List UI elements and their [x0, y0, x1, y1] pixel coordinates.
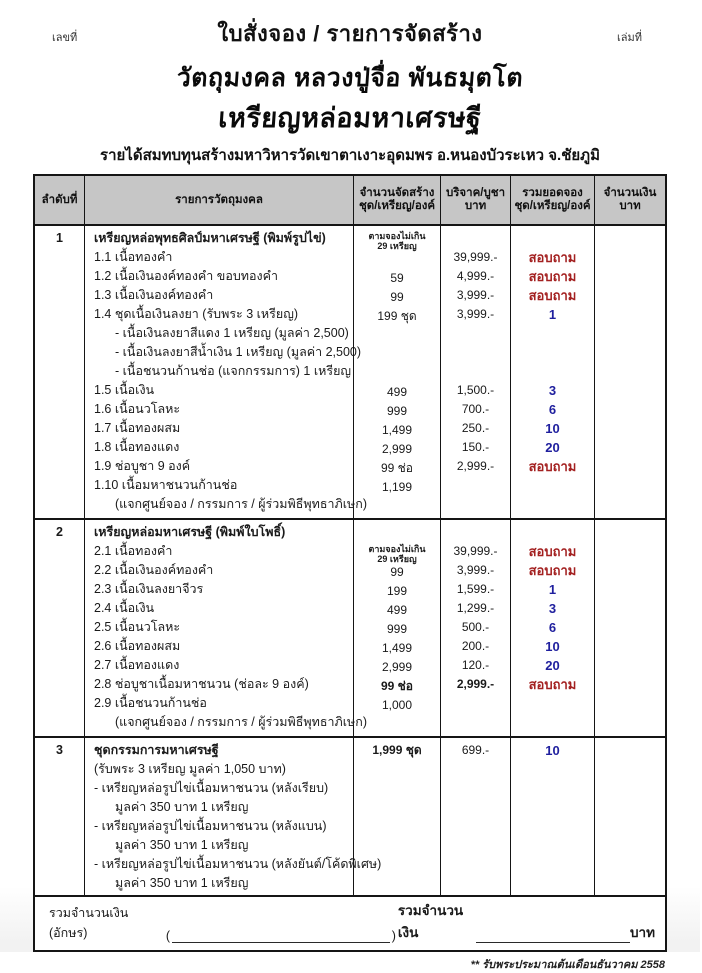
item-label: 1.7 เนื้อทองผสม — [94, 421, 181, 435]
quantity-value: 1,499 — [381, 641, 413, 655]
item-label: 2.5 เนื้อนวโลหะ — [94, 620, 181, 634]
item-label: 1.6 เนื้อนวโลหะ — [94, 402, 181, 416]
subtitle-coin-name: เหรียญหล่อมหาเศรษฐี — [217, 103, 483, 133]
item-label: 1.2 เนื้อเงินองค์ทองคำ ขอบทองคำ — [94, 269, 278, 283]
open-paren: ( — [165, 929, 171, 943]
price-value: 2,999.- — [456, 459, 495, 473]
amount-value — [595, 561, 665, 580]
item-label: 1.10 เนื้อมหาชนวนก้านช่อ — [94, 478, 238, 492]
reserved-value: สอบถาม — [528, 563, 577, 578]
quantity-value: 2,999 — [381, 442, 413, 456]
col-quantity — [354, 520, 441, 736]
amount-value — [595, 694, 665, 713]
reserved-value: 1 — [548, 582, 557, 597]
total-amount-blank — [476, 929, 630, 943]
col-index — [35, 226, 85, 518]
section-number — [35, 248, 84, 267]
section-number — [35, 343, 84, 362]
amount-value — [595, 286, 665, 305]
amount-value — [595, 248, 665, 267]
item-label: (แจกศูนย์จอง / กรรมการ / ผู้ร่วมพิธีพุทธาภิเษก) — [115, 715, 368, 729]
reserved-value: สอบถาม — [528, 459, 577, 474]
quantity-value: 1,199 — [381, 480, 413, 494]
quantity-value — [354, 760, 440, 779]
item-label: - เหรียญหล่อรูปไข่เนื้อมหาชนวน (หลังยันต์/โค้ดพิเศษ) — [94, 857, 382, 871]
reserved-value — [511, 495, 594, 514]
price-value — [441, 495, 510, 514]
amount-value — [595, 305, 665, 324]
baht-label: บาท — [629, 925, 655, 940]
section-number — [35, 836, 84, 855]
header-col-reserved: รวมยอดจอง ชุด/เหรียญ/องค์ — [511, 176, 595, 224]
price-value: 500.- — [461, 620, 490, 634]
item-label: 2.7 เนื้อทองแดง — [94, 658, 180, 672]
reserved-value: 3 — [548, 383, 557, 398]
item-label: - เหรียญหล่อรูปไข่เนื้อมหาชนวน (หลังเรียบ) — [94, 781, 329, 795]
item-label: 1.1 เนื้อทองคำ — [94, 250, 173, 264]
section-number — [35, 855, 84, 874]
quantity-value — [354, 836, 440, 855]
price-value — [441, 836, 510, 855]
delivery-note: ** รับพระประมาณต้นเดือนธันวาคม 2558 — [470, 959, 665, 971]
reserved-value — [511, 798, 594, 817]
amount-value — [595, 779, 665, 798]
section-number — [35, 599, 84, 618]
reserved-value — [511, 855, 594, 874]
quantity-note — [354, 544, 440, 563]
item-label: มูลค่า 350 บาท 1 เหรียญ — [115, 876, 249, 890]
item-label: 1.3 เนื้อเงินองค์ทองคำ — [94, 288, 214, 302]
price-value — [441, 343, 510, 362]
reserved-value: 1 — [548, 307, 557, 322]
price-value — [441, 694, 510, 713]
price-value: 3,999.- — [456, 307, 495, 321]
quantity-note-line: ตามจองไม่เกิน — [368, 544, 426, 554]
table-section-2 — [35, 520, 665, 738]
reserved-value: สอบถาม — [528, 544, 577, 559]
quantity-value — [354, 497, 440, 516]
section-number — [35, 542, 84, 561]
section-number — [35, 381, 84, 400]
section-number: 1 — [56, 231, 63, 245]
section-number — [35, 419, 84, 438]
price-value: 150.- — [461, 440, 490, 454]
section-number — [35, 438, 84, 457]
quantity-value — [354, 250, 440, 269]
price-value — [441, 779, 510, 798]
subtitle-sacred-objects: วัตถุมงคล หลวงปู่จื่อ พันธมุตโต — [175, 64, 525, 92]
item-label: 2.4 เนื้อเงิน — [94, 601, 155, 615]
page-header — [0, 16, 700, 50]
amount-value — [595, 343, 665, 362]
col-amount — [595, 738, 665, 895]
item-label: เหรียญหล่อมหาเศรษฐี (พิมพ์ใบโพธิ์) — [94, 525, 286, 539]
section-number — [35, 495, 84, 514]
quantity-note-line: 29 เหรียญ — [377, 554, 417, 564]
total-in-words-label: รวมจำนวนเงิน (อักษร) — [49, 906, 129, 940]
price-value — [441, 229, 510, 248]
section-number — [35, 286, 84, 305]
reserved-value — [511, 817, 594, 836]
price-value — [441, 713, 510, 732]
total-row — [35, 895, 665, 950]
price-value: 1,299.- — [456, 601, 495, 615]
quantity-value: 99 ช่อ — [380, 461, 414, 475]
amount-value — [595, 362, 665, 381]
reserved-value: 6 — [548, 620, 557, 635]
item-label: - เนื้อชนวนก้านช่อ (แจกกรรมการ) 1 เหรียญ — [115, 364, 352, 378]
item-label: (รับพระ 3 เหรียญ มูลค่า 1,050 บาท) — [94, 762, 286, 776]
reserved-value — [511, 836, 594, 855]
price-value — [441, 362, 510, 381]
price-value: 1,599.- — [456, 582, 495, 596]
amount-value — [595, 324, 665, 343]
quantity-value: 499 — [386, 385, 408, 399]
reserved-value: สอบถาม — [528, 288, 577, 303]
reserved-value: 10 — [545, 743, 560, 758]
price-value: 120.- — [461, 658, 490, 672]
reserved-value — [511, 343, 594, 362]
amount-value — [595, 798, 665, 817]
section-number — [35, 637, 84, 656]
reserved-value — [511, 779, 594, 798]
col-item — [85, 226, 368, 518]
item-label: 2.2 เนื้อเงินองค์ทองคำ — [94, 563, 214, 577]
table-section-1 — [35, 226, 665, 520]
amount-value — [595, 381, 665, 400]
section-number — [35, 779, 84, 798]
section-number — [35, 305, 84, 324]
section-number — [35, 267, 84, 286]
reserved-value: 6 — [548, 402, 557, 417]
reserved-value: 10 — [545, 421, 560, 436]
amount-value — [595, 760, 665, 779]
price-value — [441, 874, 510, 893]
quantity-value — [354, 779, 440, 798]
header-col-index-label: ลำดับที่ — [41, 193, 78, 206]
col-amount — [595, 520, 665, 736]
quantity-value — [354, 855, 440, 874]
amount-value — [595, 836, 665, 855]
item-label: 1.8 เนื้อทองแดง — [94, 440, 180, 454]
quantity-value — [354, 715, 440, 734]
reserved-value — [511, 694, 594, 713]
section-number — [35, 694, 84, 713]
amount-value — [595, 229, 665, 248]
quantity-value: 999 — [386, 622, 408, 636]
reserved-value — [511, 713, 594, 732]
price-value — [441, 855, 510, 874]
price-value: 3,999.- — [456, 288, 495, 302]
col-reserved — [511, 738, 595, 895]
section-number — [35, 713, 84, 732]
header-col-index — [35, 176, 85, 224]
amount-value — [595, 523, 665, 542]
quantity-value: 59 — [390, 271, 404, 285]
reserved-value — [511, 324, 594, 343]
item-label: 2.8 ช่อบูชาเนื้อมหาชนวน (ช่อละ 9 องค์) — [94, 677, 309, 691]
col-quantity — [354, 738, 441, 895]
amount-value — [595, 741, 665, 760]
price-value — [441, 523, 510, 542]
section-number — [35, 874, 84, 893]
quantity-value: 99 — [390, 565, 404, 579]
section-number — [35, 675, 84, 694]
price-value — [441, 798, 510, 817]
order-table — [33, 174, 667, 952]
table-section-3 — [35, 738, 665, 895]
section-number — [35, 817, 84, 836]
col-index — [35, 520, 85, 736]
section-number — [35, 324, 84, 343]
col-item — [85, 520, 368, 736]
section-number — [35, 580, 84, 599]
section-number — [35, 760, 84, 779]
reserved-value — [511, 760, 594, 779]
section-number — [35, 656, 84, 675]
section-number: 2 — [56, 525, 63, 539]
item-label: 1.5 เนื้อเงิน — [94, 383, 155, 397]
item-label: - เนื้อเงินลงยาสีน้ำเงิน 1 เหรียญ (มูลค่า 2,500) — [115, 345, 362, 359]
header-col-item-label: รายการวัตถุมงคล — [175, 193, 263, 206]
book-number-label: เล่มที่ — [616, 32, 642, 44]
quantity-value: 999 — [386, 404, 408, 418]
amount-value — [595, 580, 665, 599]
section-number — [35, 618, 84, 637]
quantity-value — [354, 523, 440, 542]
item-label: 2.3 เนื้อเงินลงยาจีวร — [94, 582, 204, 596]
amount-value — [595, 637, 665, 656]
col-price — [441, 738, 511, 895]
reserved-value — [511, 229, 594, 248]
section-number — [35, 400, 84, 419]
amount-value — [595, 855, 665, 874]
header-col-quantity: จำนวนจัดสร้าง ชุด/เหรียญ/องค์ — [354, 176, 441, 224]
item-label: มูลค่า 350 บาท 1 เหรียญ — [115, 838, 249, 852]
header-col-amount: จำนวนเงิน บาท — [603, 187, 657, 212]
price-value: 39,999.- — [453, 544, 498, 558]
reserved-value: 3 — [548, 601, 557, 616]
amount-value — [595, 438, 665, 457]
price-value — [441, 476, 510, 495]
col-reserved — [511, 520, 595, 736]
quantity-value — [354, 326, 440, 345]
header-col-item — [85, 176, 354, 224]
reserved-value: สอบถาม — [528, 269, 577, 284]
price-value: 3,999.- — [456, 563, 495, 577]
amount-value — [595, 542, 665, 561]
amount-value — [595, 874, 665, 893]
reserved-value: 20 — [545, 658, 560, 673]
amount-value — [595, 675, 665, 694]
amount-value — [595, 400, 665, 419]
section-number — [35, 476, 84, 495]
item-label: 2.6 เนื้อทองผสม — [94, 639, 181, 653]
price-value: 699.- — [461, 743, 490, 757]
price-value — [441, 760, 510, 779]
col-price — [441, 520, 511, 736]
quantity-value: 499 — [386, 603, 408, 617]
item-label: 1.9 ช่อบูชา 9 องค์ — [94, 459, 191, 473]
amount-value — [595, 457, 665, 476]
quantity-value: 1,999 ชุด — [372, 743, 422, 757]
page-title: ใบสั่งจอง / รายการจัดสร้าง — [217, 21, 483, 46]
quantity-value: 99 ช่อ — [380, 679, 414, 693]
total-in-words-blank — [172, 929, 390, 943]
price-value: 1,500.- — [456, 383, 495, 397]
reserved-value — [511, 362, 594, 381]
quantity-value — [354, 345, 440, 364]
quantity-value — [354, 817, 440, 836]
quantity-value: 1,499 — [381, 423, 413, 437]
reserved-value: 20 — [545, 440, 560, 455]
amount-value — [595, 267, 665, 286]
quantity-note — [354, 231, 440, 250]
col-reserved — [511, 226, 595, 518]
col-amount — [595, 226, 665, 518]
item-label: เหรียญหล่อพุทธศิลป์มหาเศรษฐี (พิมพ์รูปไข่) — [94, 231, 326, 245]
reserved-value: สอบถาม — [528, 250, 577, 265]
item-label: 1.4 ชุดเนื้อเงินลงยา (รับพระ 3 เหรียญ) — [94, 307, 299, 321]
close-paren: ) — [391, 929, 396, 943]
section-number — [35, 561, 84, 580]
amount-value — [595, 713, 665, 732]
price-value: 39,999.- — [453, 250, 498, 264]
item-label: - เหรียญหล่อรูปไข่เนื้อมหาชนวน (หลังแบน) — [94, 819, 327, 833]
total-amount-label: รวมจำนวนเงิน — [397, 903, 464, 940]
section-number — [35, 798, 84, 817]
price-value — [441, 324, 510, 343]
reserved-value — [511, 523, 594, 542]
table-body — [35, 226, 665, 895]
quantity-value: 2,999 — [381, 660, 413, 674]
col-quantity — [354, 226, 441, 518]
col-index — [35, 738, 85, 895]
section-number — [35, 457, 84, 476]
item-label: 2.9 เนื้อชนวนก้านช่อ — [94, 696, 207, 710]
quantity-value: 199 ชุด — [377, 309, 417, 323]
quantity-value — [354, 364, 440, 383]
price-value: 4,999.- — [456, 269, 495, 283]
col-item — [85, 738, 382, 895]
order-form-page — [0, 16, 700, 971]
quantity-value: 1,000 — [381, 698, 413, 712]
price-value: 700.- — [461, 402, 490, 416]
price-value: 2,999.- — [456, 677, 495, 691]
item-label: ชุดกรรมการมหาเศรษฐี — [94, 743, 219, 757]
subtitle-fund-purpose: รายได้สมทบทุนสร้างมหาวิหารวัดเขาตาเงาะอุดมพร อ.หนองบัวระเหว จ.ชัยภูมิ — [100, 147, 600, 164]
col-price — [441, 226, 511, 518]
reserved-value — [511, 874, 594, 893]
price-value: 250.- — [461, 421, 490, 435]
section-number — [35, 362, 84, 381]
amount-value — [595, 599, 665, 618]
doc-number-label: เลขที่ — [52, 32, 78, 44]
item-label: มูลค่า 350 บาท 1 เหรียญ — [115, 800, 249, 814]
reserved-value: สอบถาม — [528, 677, 577, 692]
reserved-value: 10 — [545, 639, 560, 654]
amount-value — [595, 618, 665, 637]
item-label: 2.1 เนื้อทองคำ — [94, 544, 173, 558]
quantity-value — [354, 874, 440, 893]
amount-value — [595, 495, 665, 514]
table-header-row — [35, 176, 665, 226]
amount-value — [595, 656, 665, 675]
quantity-note-line: ตามจองไม่เกิน — [368, 231, 426, 241]
item-label: - เนื้อเงินลงยาสีแดง 1 เหรียญ (มูลค่า 2,500) — [115, 326, 349, 340]
quantity-value — [354, 798, 440, 817]
price-value — [441, 817, 510, 836]
item-label: (แจกศูนย์จอง / กรรมการ / ผู้ร่วมพิธีพุทธาภิเษก) — [115, 497, 368, 511]
quantity-value: 199 — [386, 584, 408, 598]
amount-value — [595, 419, 665, 438]
quantity-value: 99 — [390, 290, 404, 304]
header-col-price: บริจาค/บูชา บาท — [441, 176, 511, 224]
reserved-value — [511, 476, 594, 495]
section-number: 3 — [56, 743, 63, 757]
quantity-note-line: 29 เหรียญ — [377, 241, 417, 251]
amount-value — [595, 476, 665, 495]
price-value: 200.- — [461, 639, 490, 653]
amount-value — [595, 817, 665, 836]
